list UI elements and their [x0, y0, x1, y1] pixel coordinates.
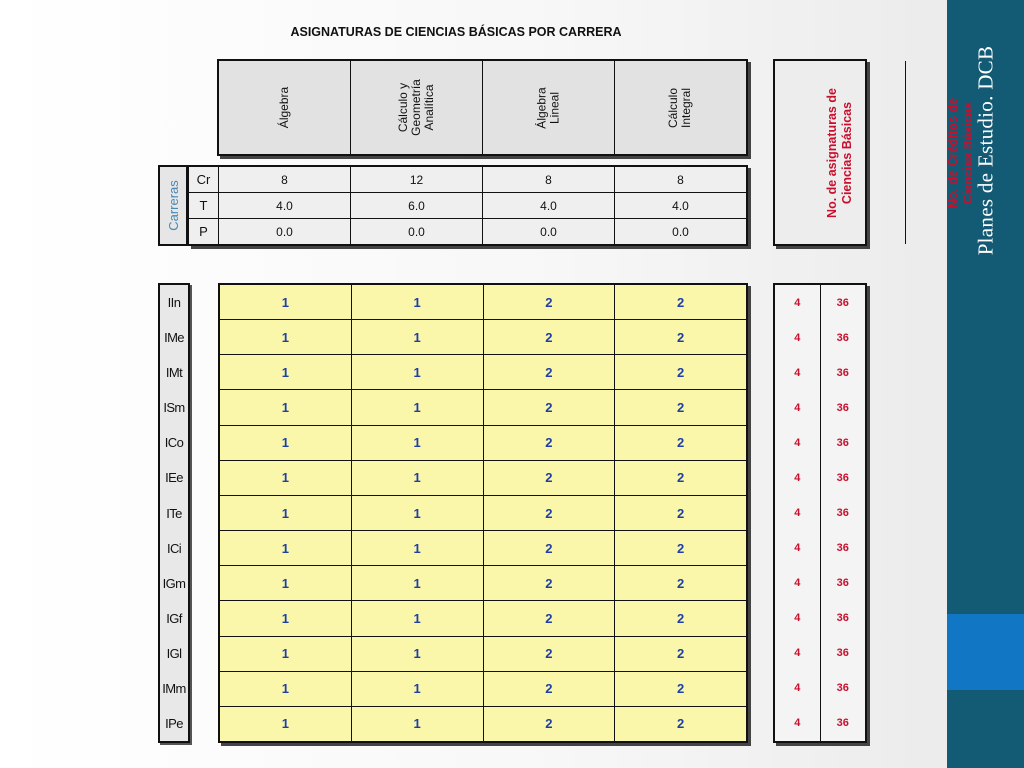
subject-count-cell: 2 — [484, 672, 616, 706]
table-row — [220, 707, 746, 741]
subject-count-cell: 1 — [220, 707, 352, 741]
totals-row — [775, 285, 865, 320]
num-credits-cell: 36 — [836, 366, 849, 379]
summary-header — [773, 59, 976, 246]
credit-value: 4.0 — [672, 198, 689, 213]
num-credits-header: No. de Créditos de Ciencias Básicas — [946, 97, 976, 208]
subject-count-cell: 1 — [220, 637, 352, 671]
num-subjects-cell: 4 — [775, 460, 821, 495]
table-row — [220, 390, 746, 425]
subject-name: Cálculo y Geometría Analítica — [395, 79, 436, 136]
credit-value: 8 — [677, 172, 684, 187]
subject-count-cell: 2 — [484, 496, 616, 530]
num-subjects-cell: 4 — [775, 706, 821, 741]
subject-count-cell: 1 — [352, 461, 484, 495]
side-accent-block — [947, 614, 1024, 690]
subject-count-cell: 1 — [352, 320, 484, 354]
subject-count-cell: 1 — [220, 355, 352, 389]
subject-count-cell: 2 — [677, 470, 685, 486]
subject-count-cell: 2 — [677, 610, 685, 626]
totals-row — [775, 706, 865, 741]
subject-count-cell: 2 — [484, 531, 616, 565]
subject-count-cell: 1 — [220, 566, 352, 600]
career-code: ICi — [166, 540, 182, 556]
num-subjects-cell: 4 — [775, 390, 821, 425]
subject-count-cell: 2 — [484, 637, 616, 671]
num-subjects-cell: 4 — [775, 531, 821, 566]
subject-count-cell: 2 — [677, 646, 685, 662]
num-subjects-cell: 4 — [775, 671, 821, 706]
subject-name: Cálculo Integral — [666, 87, 694, 128]
subject-count-cell: 2 — [677, 716, 685, 732]
credit-value: 8 — [219, 167, 351, 192]
subject-count-cell: 2 — [677, 505, 685, 521]
subject-count-cell: 2 — [484, 320, 616, 354]
table-row — [220, 320, 746, 355]
subject-count-cell: 1 — [352, 601, 484, 635]
subject-count-cell: 1 — [220, 672, 352, 706]
num-subjects-cell: 4 — [775, 425, 821, 460]
subject-name: Álgebra Lineal — [534, 86, 562, 129]
credit-row — [189, 193, 746, 219]
num-subjects-cell: 4 — [775, 320, 821, 355]
subject-count-cell: 1 — [352, 672, 484, 706]
subject-count-cell: 2 — [677, 575, 685, 591]
summary-header-cell — [775, 61, 906, 244]
num-credits-cell: 36 — [836, 717, 849, 730]
num-credits-cell: 36 — [836, 612, 849, 625]
subject-count-cell: 1 — [352, 426, 484, 460]
subject-count-cell: 1 — [220, 496, 352, 530]
subject-count-cell: 2 — [677, 400, 685, 416]
credit-value: 0.0 — [219, 219, 351, 244]
subject-count-cell: 2 — [677, 540, 685, 556]
num-credits-cell: 36 — [836, 577, 849, 590]
table-row — [220, 426, 746, 461]
careers-label-cell — [158, 165, 188, 246]
subject-count-cell: 2 — [484, 426, 616, 460]
subject-count-cell: 2 — [484, 707, 616, 741]
num-subjects-cell: 4 — [775, 636, 821, 671]
table-row — [220, 496, 746, 531]
subject-header-cell — [615, 61, 746, 154]
subject-count-cell: 2 — [484, 390, 616, 424]
credit-value: 4.0 — [219, 193, 351, 218]
subject-count-cell: 1 — [352, 707, 484, 741]
totals-row — [775, 460, 865, 495]
table-row — [220, 637, 746, 672]
subject-count-cell: 2 — [677, 294, 685, 310]
side-title: Planes de Estudio. DCB — [973, 45, 998, 255]
subject-count-cell: 2 — [677, 681, 685, 697]
table-row — [220, 531, 746, 566]
career-code: IMe — [164, 330, 184, 346]
table-row — [220, 461, 746, 496]
totals-row — [775, 495, 865, 530]
page-title: ASIGNATURAS DE CIENCIAS BÁSICAS POR CARRERA — [290, 25, 622, 39]
credit-value: 0.0 — [672, 224, 689, 239]
table-row — [220, 566, 746, 601]
career-code: IMt — [165, 365, 183, 381]
credit-row — [189, 167, 746, 193]
subject-count-cell: 1 — [352, 390, 484, 424]
num-subjects-cell: 4 — [775, 495, 821, 530]
credit-value: 4.0 — [483, 193, 615, 218]
totals-row — [775, 566, 865, 601]
num-credits-cell: 36 — [836, 331, 849, 344]
subject-count-cell: 2 — [677, 435, 685, 451]
subject-count-cell: 2 — [677, 364, 685, 380]
career-code: IGl — [166, 645, 182, 661]
num-credits-cell: 36 — [836, 542, 849, 555]
credit-row-label: P — [189, 219, 219, 244]
table-row — [220, 601, 746, 636]
totals-row — [775, 390, 865, 425]
num-credits-cell: 36 — [836, 436, 849, 449]
subject-count-cell: 1 — [220, 320, 352, 354]
career-names-column — [158, 283, 190, 743]
num-credits-cell: 36 — [836, 507, 849, 519]
subject-count-cell: 1 — [352, 637, 484, 671]
subject-count-cell: 1 — [352, 285, 484, 319]
subject-count-cell: 1 — [352, 355, 484, 389]
subject-count-cell: 1 — [220, 461, 352, 495]
summary-header-cell — [906, 61, 1016, 244]
subject-header-cell — [219, 61, 351, 154]
career-code: IEe — [165, 470, 183, 486]
credit-value: 12 — [351, 167, 483, 192]
career-code: IPe — [165, 715, 183, 731]
num-credits-cell: 36 — [836, 647, 849, 660]
career-code: IIn — [167, 295, 181, 311]
subject-count-cell: 1 — [220, 601, 352, 635]
num-credits-cell: 36 — [836, 401, 849, 414]
career-code: IMm — [162, 680, 186, 696]
subject-count-cell: 2 — [484, 461, 616, 495]
subject-count-cell: 2 — [484, 566, 616, 600]
subject-count-cell: 1 — [352, 531, 484, 565]
subject-count-cell: 2 — [484, 285, 616, 319]
num-subjects-cell: 4 — [775, 285, 821, 320]
subjects-grid — [218, 283, 748, 743]
num-credits-cell: 36 — [836, 471, 849, 484]
table-row — [220, 355, 746, 390]
credit-row-label: Cr — [189, 167, 219, 192]
totals-row — [775, 531, 865, 566]
subject-count-cell: 1 — [220, 285, 352, 319]
table-row — [220, 672, 746, 707]
subject-header-cell — [483, 61, 615, 154]
credits-table — [188, 165, 748, 246]
credit-value: 6.0 — [351, 193, 483, 218]
career-code: IGf — [166, 610, 182, 626]
totals-row — [775, 671, 865, 706]
totals-row — [775, 425, 865, 460]
table-row — [220, 285, 746, 320]
career-code: ICo — [164, 435, 184, 451]
num-subjects-cell: 4 — [775, 566, 821, 601]
subject-count-cell: 1 — [220, 531, 352, 565]
subject-name: Álgebra — [277, 86, 291, 129]
subject-count-cell: 1 — [220, 426, 352, 460]
num-subjects-cell: 4 — [775, 601, 821, 636]
career-code: ITe — [166, 505, 182, 521]
totals-row — [775, 355, 865, 390]
totals-column — [773, 283, 867, 743]
totals-row — [775, 320, 865, 355]
num-subjects-header: No. de asignaturas de Ciencias Básicas — [824, 87, 854, 218]
subject-count-cell: 1 — [352, 566, 484, 600]
credit-value: 0.0 — [483, 219, 615, 244]
totals-row — [775, 636, 865, 671]
totals-row — [775, 601, 865, 636]
subject-count-cell: 2 — [484, 355, 616, 389]
num-subjects-cell: 4 — [775, 355, 821, 390]
credit-row — [189, 219, 746, 244]
credit-value: 8 — [483, 167, 615, 192]
subject-count-cell: 1 — [220, 390, 352, 424]
career-code: IGm — [162, 575, 186, 591]
subject-count-cell: 2 — [677, 329, 685, 345]
subject-header-cell — [351, 61, 483, 154]
credit-row-label: T — [189, 193, 219, 218]
num-credits-cell: 36 — [836, 296, 849, 309]
num-credits-cell: 36 — [836, 682, 849, 695]
career-code: ISm — [163, 400, 185, 416]
subject-header-row — [217, 59, 748, 156]
subject-count-cell: 2 — [484, 601, 616, 635]
credit-value: 0.0 — [351, 219, 483, 244]
subject-count-cell: 1 — [352, 496, 484, 530]
careers-label: Carreras — [165, 180, 181, 231]
